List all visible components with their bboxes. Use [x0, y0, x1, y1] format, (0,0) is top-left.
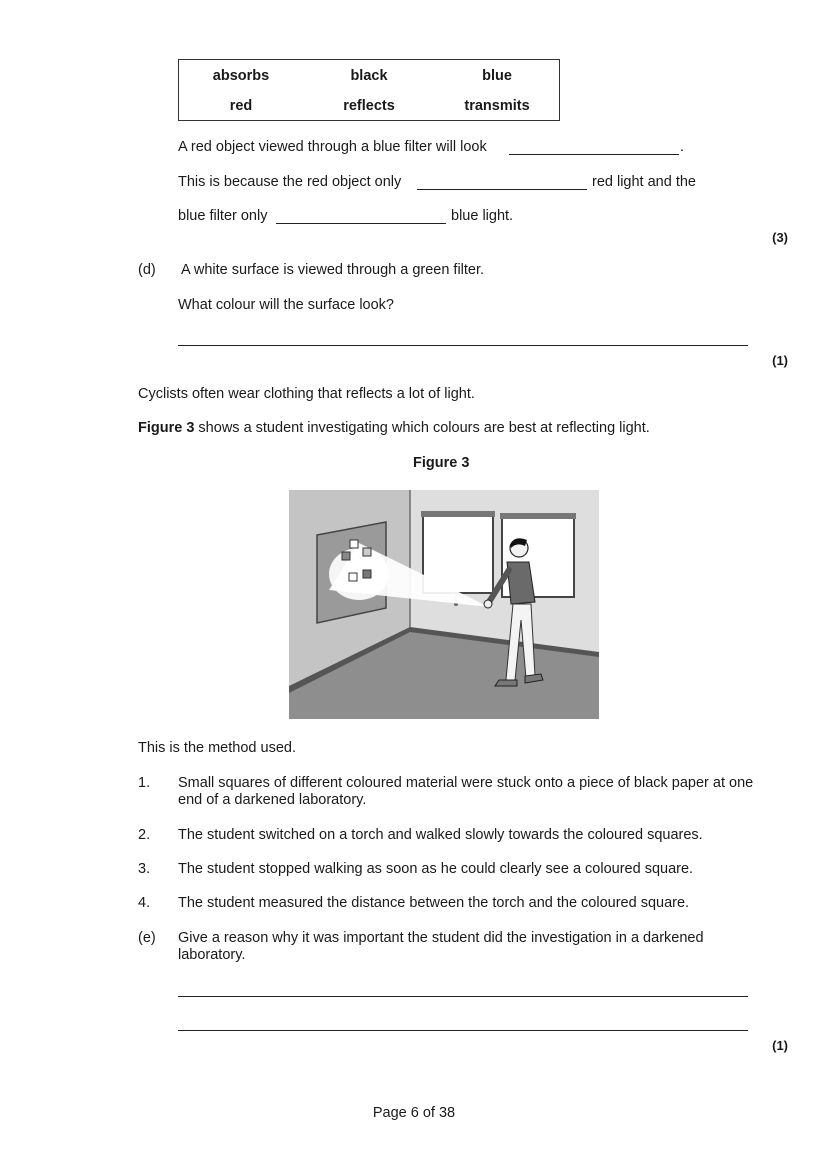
page-number: Page 6 of 38: [372, 1105, 456, 1121]
step-text: The student stopped walking as soon as he could clearly see a coloured square.: [178, 861, 694, 877]
label-e: (e): [138, 930, 156, 946]
sentence-3-start: blue filter only: [178, 208, 268, 224]
intro-line-1: Cyclists often wear clothing that reflects a lot of light.: [138, 386, 475, 402]
marks-e: (1): [772, 1038, 788, 1053]
word-blue: blue: [482, 68, 512, 84]
word-black: black: [350, 68, 388, 84]
prompt-d: A white surface is viewed through a green filter.: [181, 262, 485, 278]
figure-caption: Figure 3: [413, 455, 470, 471]
step-text: The student measured the distance between the torch and the coloured square.: [178, 895, 690, 911]
question-e: Give a reason why it was important the student did the investigation in a darkened laboratory.: [178, 930, 704, 963]
figure-3-illustration: [289, 490, 599, 719]
sentence-2-end: red light and the: [592, 174, 696, 190]
answer-line-e-1[interactable]: [178, 996, 748, 997]
marks-c: (3): [772, 230, 788, 245]
word-transmits: transmits: [464, 98, 530, 114]
answer-line-2[interactable]: [417, 189, 587, 190]
sentence-1-end: .: [680, 139, 685, 155]
step-text: Small squares of different coloured material were stuck onto a piece of black paper at one end of a darkened laboratory.: [178, 775, 754, 808]
word-box: [178, 59, 560, 121]
word-absorbs: absorbs: [212, 68, 270, 84]
step-text: The student switched on a torch and walked slowly towards the coloured squares.: [178, 827, 703, 843]
question-d: What colour will the surface look?: [178, 297, 394, 313]
word-reflects: reflects: [343, 98, 395, 114]
answer-line-3[interactable]: [276, 223, 446, 224]
sentence-1: A red object viewed through a blue filter will look: [178, 139, 487, 155]
step-number: 1.: [138, 775, 151, 791]
word-red: red: [229, 98, 253, 114]
intro-line-2-rest: shows a student investigating which colours are best at reflecting light.: [194, 420, 650, 436]
answer-line-1[interactable]: [509, 154, 679, 155]
method-intro: This is the method used.: [138, 740, 296, 756]
step-number: 2.: [138, 827, 151, 843]
sentence-3-end: blue light.: [451, 208, 514, 224]
step-number: 3.: [138, 861, 151, 877]
sentence-2-start: This is because the red object only: [178, 174, 402, 190]
answer-line-d[interactable]: [178, 345, 748, 346]
step-number: 4.: [138, 895, 151, 911]
label-d: (d): [138, 262, 156, 278]
marks-d: (1): [772, 353, 788, 368]
answer-line-e-2[interactable]: [178, 1030, 748, 1031]
figure-reference: Figure 3: [138, 420, 195, 436]
intro-line-2: [138, 420, 650, 436]
